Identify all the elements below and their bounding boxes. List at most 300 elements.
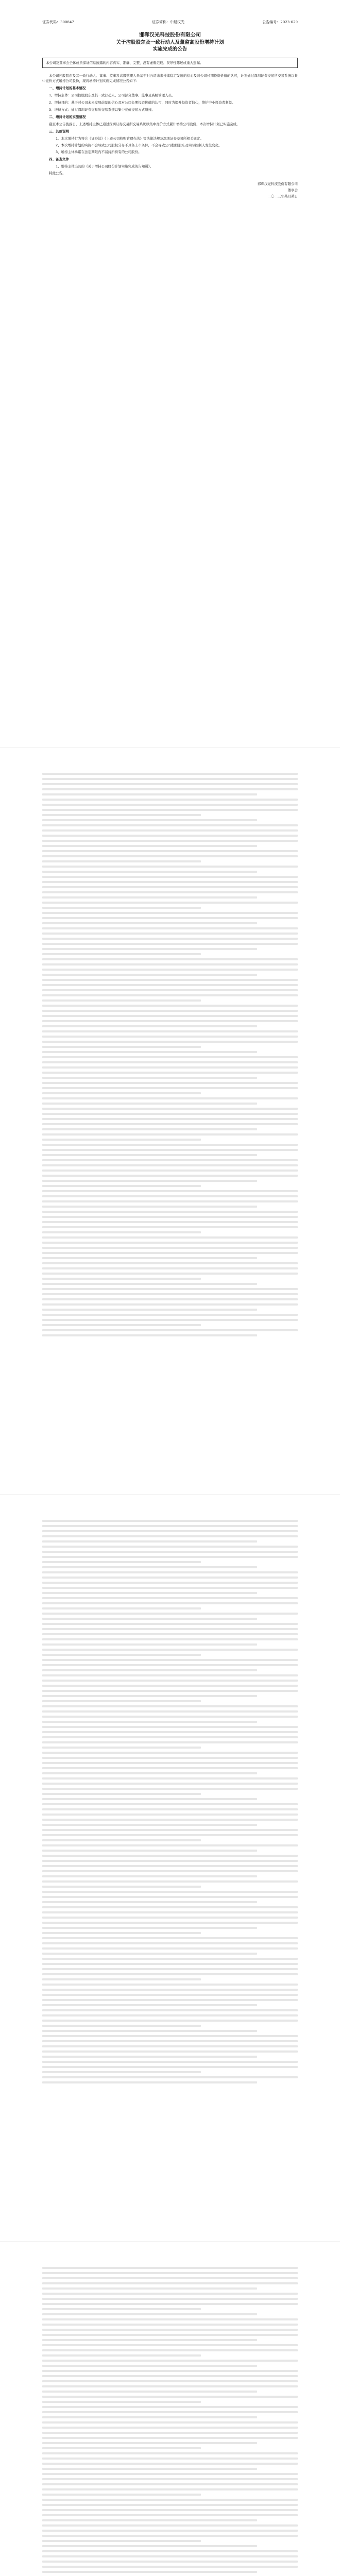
document-title-line2: 实施完成的公告 bbox=[152, 46, 188, 52]
text-line-placeholder bbox=[42, 1520, 298, 1522]
text-line-placeholder bbox=[42, 922, 257, 924]
text-line-placeholder bbox=[42, 2071, 201, 2073]
text-line-placeholder bbox=[42, 1185, 201, 1187]
text-line-placeholder bbox=[42, 1170, 298, 1172]
text-line-placeholder bbox=[42, 804, 298, 806]
text-line-placeholder bbox=[42, 1911, 298, 1913]
text-line-placeholder bbox=[42, 2303, 298, 2305]
text-line-placeholder bbox=[42, 1808, 298, 1810]
section-heading: 二、增持计划的实施情况 bbox=[49, 115, 86, 119]
text-line-placeholder bbox=[42, 1597, 298, 1599]
text-line-placeholder bbox=[42, 1757, 298, 1759]
text-line-placeholder bbox=[42, 1530, 298, 1532]
text-line-placeholder bbox=[42, 1324, 201, 1326]
text-line-placeholder bbox=[42, 902, 298, 904]
text-line-placeholder bbox=[42, 1015, 298, 1017]
text-line-placeholder bbox=[42, 2524, 298, 2527]
text-line-placeholder bbox=[42, 2282, 298, 2284]
text-line-placeholder bbox=[42, 958, 298, 960]
text-line-placeholder bbox=[42, 2458, 298, 2460]
text-line-placeholder bbox=[42, 1968, 298, 1970]
text-line-placeholder bbox=[42, 2566, 298, 2568]
text-line-placeholder bbox=[42, 840, 298, 842]
text-line-placeholder bbox=[42, 1303, 298, 1306]
text-line-placeholder bbox=[42, 819, 257, 821]
text-line-placeholder bbox=[42, 783, 298, 785]
text-line-placeholder bbox=[42, 2030, 257, 2032]
text-line-placeholder bbox=[42, 999, 201, 1002]
text-line-placeholder bbox=[42, 2550, 298, 2552]
text-line-placeholder bbox=[42, 2076, 298, 2078]
text-line-placeholder bbox=[42, 1680, 298, 1682]
text-line-placeholder bbox=[42, 881, 298, 883]
text-line-placeholder bbox=[42, 2313, 257, 2315]
text-line-placeholder bbox=[42, 1257, 257, 1259]
announcement-number: 公告编号：2023-029 bbox=[262, 20, 298, 24]
text-line-placeholder bbox=[42, 1649, 298, 1651]
paragraph: 截至本公告披露日，上述增持主体已通过深圳证券交易所交易系统以集中竞价方式累计增持公司股份，本次增持计划已实施完成。 bbox=[49, 122, 240, 126]
continuation-text-block bbox=[42, 1520, 298, 2087]
text-line-placeholder bbox=[42, 1999, 298, 2001]
text-line-placeholder bbox=[42, 2360, 298, 2362]
text-line-placeholder bbox=[42, 2025, 201, 2027]
text-line-placeholder bbox=[42, 2045, 298, 2047]
text-line-placeholder bbox=[42, 1731, 298, 1733]
text-line-placeholder bbox=[42, 1829, 298, 1831]
text-line-placeholder bbox=[42, 2504, 298, 2506]
text-line-placeholder bbox=[42, 1860, 298, 1862]
text-line-placeholder bbox=[42, 2040, 298, 2042]
text-line-placeholder bbox=[42, 1051, 257, 1053]
text-line-placeholder bbox=[42, 907, 201, 909]
text-line-placeholder bbox=[42, 855, 298, 857]
signature-date: 二〇二三年某月某日 bbox=[267, 194, 298, 198]
text-line-placeholder bbox=[42, 1025, 257, 1027]
text-line-placeholder bbox=[42, 1623, 298, 1625]
text-line-placeholder bbox=[42, 1705, 298, 1707]
text-line-placeholder bbox=[42, 2061, 298, 2063]
text-line-placeholder bbox=[42, 1139, 201, 1141]
text-line-placeholder bbox=[42, 1072, 298, 1074]
text-line-placeholder bbox=[42, 1144, 298, 1146]
text-line-placeholder bbox=[42, 1551, 298, 1553]
text-line-placeholder bbox=[42, 814, 201, 816]
text-line-placeholder bbox=[42, 1592, 257, 1594]
text-line-placeholder bbox=[42, 1077, 257, 1079]
text-line-placeholder bbox=[42, 1798, 257, 1800]
text-line-placeholder bbox=[42, 2535, 298, 2537]
text-line-placeholder bbox=[42, 835, 298, 837]
text-line-placeholder bbox=[42, 860, 201, 862]
text-line-placeholder bbox=[42, 2406, 298, 2408]
text-line-placeholder bbox=[42, 1283, 257, 1285]
text-line-placeholder bbox=[42, 1334, 257, 1336]
text-line-placeholder bbox=[42, 2499, 298, 2501]
text-line-placeholder bbox=[42, 799, 298, 801]
text-line-placeholder bbox=[42, 2370, 298, 2372]
text-line-placeholder bbox=[42, 1767, 298, 1769]
text-line-placeholder bbox=[42, 2380, 298, 2382]
page-separator bbox=[0, 2241, 340, 2242]
text-line-placeholder bbox=[42, 927, 298, 929]
text-line-placeholder bbox=[42, 1005, 298, 1007]
text-line-placeholder bbox=[42, 917, 298, 919]
text-line-placeholder bbox=[42, 1726, 298, 1728]
text-line-placeholder bbox=[42, 1958, 298, 1960]
document-title-line1: 关于控股股东及一致行动人及董监高股份增持计划 bbox=[116, 40, 224, 45]
text-line-placeholder bbox=[42, 1819, 298, 1821]
text-line-placeholder bbox=[42, 1788, 298, 1790]
text-line-placeholder bbox=[42, 2571, 257, 2573]
text-line-placeholder bbox=[42, 1963, 298, 1965]
text-line-placeholder bbox=[42, 1175, 298, 1177]
text-line-placeholder bbox=[42, 1314, 298, 1316]
text-line-placeholder bbox=[42, 1824, 257, 1826]
text-line-placeholder bbox=[42, 1973, 298, 1975]
text-line-placeholder bbox=[42, 866, 298, 868]
text-line-placeholder bbox=[42, 1061, 298, 1063]
text-line-placeholder bbox=[42, 1056, 298, 1058]
text-line-placeholder bbox=[42, 1901, 257, 1903]
list-item: 2、本次增持计划的实施不会导致公司股权分布不具备上市条件，不会导致公司控股股东及实际控制人发生变化。 bbox=[56, 143, 222, 147]
text-line-placeholder bbox=[42, 1947, 298, 1950]
text-line-placeholder bbox=[42, 1036, 298, 1038]
text-line-placeholder bbox=[42, 2020, 298, 2022]
text-line-placeholder bbox=[42, 1741, 298, 1743]
text-line-placeholder bbox=[42, 1896, 298, 1898]
text-line-placeholder bbox=[42, 1133, 298, 1136]
text-line-placeholder bbox=[42, 788, 298, 790]
text-line-placeholder bbox=[42, 912, 298, 914]
text-line-placeholder bbox=[42, 2267, 298, 2269]
title-block bbox=[42, 32, 298, 53]
paragraph: 特此公告。 bbox=[49, 171, 66, 175]
text-line-placeholder bbox=[42, 1540, 257, 1543]
text-line-placeholder bbox=[42, 938, 298, 940]
text-line-placeholder bbox=[42, 1607, 201, 1609]
text-line-placeholder bbox=[42, 1752, 298, 1754]
text-line-placeholder bbox=[42, 2050, 298, 2053]
text-line-placeholder bbox=[42, 1566, 257, 1568]
text-line-placeholder bbox=[42, 1844, 298, 1846]
text-line-placeholder bbox=[42, 793, 257, 795]
text-line-placeholder bbox=[42, 1654, 201, 1656]
text-line-placeholder bbox=[42, 1262, 298, 1264]
text-line-placeholder bbox=[42, 2004, 257, 2006]
text-line-placeholder bbox=[42, 2416, 257, 2418]
text-line-placeholder bbox=[42, 1710, 298, 1713]
text-line-placeholder bbox=[42, 2437, 298, 2439]
text-line-placeholder bbox=[42, 1087, 298, 1089]
text-line-placeholder bbox=[42, 2081, 257, 2083]
text-line-placeholder bbox=[42, 979, 298, 981]
text-line-placeholder bbox=[42, 1942, 298, 1944]
text-line-placeholder bbox=[42, 2530, 298, 2532]
text-line-placeholder bbox=[42, 1932, 201, 1934]
page-separator bbox=[0, 747, 340, 748]
text-line-placeholder bbox=[42, 1236, 298, 1239]
text-line-placeholder bbox=[42, 1206, 257, 1208]
text-line-placeholder bbox=[42, 1046, 201, 1048]
text-line-placeholder bbox=[42, 1159, 298, 1161]
text-line-placeholder bbox=[42, 2354, 201, 2357]
text-line-placeholder bbox=[42, 2396, 298, 2398]
continuation-text-block bbox=[42, 773, 298, 1340]
text-line-placeholder bbox=[42, 1793, 201, 1795]
text-line-placeholder bbox=[42, 2432, 298, 2434]
text-line-placeholder bbox=[42, 1561, 201, 1563]
text-line-placeholder bbox=[42, 2421, 298, 2424]
stock-code: 证券代码：300847 bbox=[42, 20, 74, 24]
company-name: 邯郸汉光科技股份有限公司 bbox=[139, 32, 201, 38]
text-line-placeholder bbox=[42, 2009, 298, 2011]
text-line-placeholder bbox=[42, 1020, 298, 1022]
text-line-placeholder bbox=[42, 1834, 298, 1836]
text-line-placeholder bbox=[42, 1814, 298, 1816]
text-line-placeholder bbox=[42, 1154, 257, 1156]
text-line-placeholder bbox=[42, 1226, 298, 1228]
text-line-placeholder bbox=[42, 1736, 298, 1738]
text-line-placeholder bbox=[42, 1587, 298, 1589]
text-line-placeholder bbox=[42, 1917, 298, 1919]
text-line-placeholder bbox=[42, 994, 298, 996]
text-line-placeholder bbox=[42, 1886, 201, 1888]
text-line-placeholder bbox=[42, 2272, 298, 2274]
text-line-placeholder bbox=[42, 989, 298, 991]
text-line-placeholder bbox=[42, 1927, 257, 1929]
text-line-placeholder bbox=[42, 2509, 298, 2511]
text-line-placeholder bbox=[42, 1319, 298, 1321]
text-line-placeholder bbox=[42, 1659, 298, 1661]
text-line-placeholder bbox=[42, 2056, 257, 2058]
text-line-placeholder bbox=[42, 984, 298, 986]
text-line-placeholder bbox=[42, 1267, 298, 1269]
text-line-placeholder bbox=[42, 1221, 298, 1223]
text-line-placeholder bbox=[42, 1211, 298, 1213]
text-line-placeholder bbox=[42, 1298, 298, 1300]
text-line-placeholder bbox=[42, 2473, 298, 2475]
text-line-placeholder bbox=[42, 1195, 298, 1197]
text-line-placeholder bbox=[42, 1571, 298, 1573]
text-line-placeholder bbox=[42, 1329, 298, 1331]
text-line-placeholder bbox=[42, 1123, 298, 1125]
text-line-placeholder bbox=[42, 809, 298, 811]
text-line-placeholder bbox=[42, 2447, 201, 2449]
section-heading: 一、增持计划的基本情况 bbox=[49, 86, 86, 90]
text-line-placeholder bbox=[42, 1762, 298, 1764]
text-line-placeholder bbox=[42, 974, 257, 976]
text-line-placeholder bbox=[42, 1231, 201, 1233]
text-line-placeholder bbox=[42, 1777, 298, 1780]
text-line-placeholder bbox=[42, 2514, 298, 2516]
list-item: 1、本次增持行为符合《证券法》《上市公司收购管理办法》等法律法规及深圳证券交易所相关规定。 bbox=[56, 137, 203, 141]
text-line-placeholder bbox=[42, 2066, 298, 2068]
text-line-placeholder bbox=[42, 1613, 298, 1615]
text-line-placeholder bbox=[42, 1618, 257, 1620]
text-line-placeholder bbox=[42, 2334, 298, 2336]
text-line-placeholder bbox=[42, 2478, 298, 2480]
text-line-placeholder bbox=[42, 2293, 298, 2295]
text-line-placeholder bbox=[42, 1875, 257, 1877]
text-line-placeholder bbox=[42, 1041, 298, 1043]
text-line-placeholder bbox=[42, 1216, 298, 1218]
text-line-placeholder bbox=[42, 1690, 298, 1692]
text-line-placeholder bbox=[42, 876, 298, 878]
text-line-placeholder bbox=[42, 1200, 298, 1202]
text-line-placeholder bbox=[42, 1772, 257, 1774]
text-line-placeholder bbox=[42, 1525, 298, 1527]
text-line-placeholder bbox=[42, 1118, 298, 1120]
text-line-placeholder bbox=[42, 850, 298, 852]
text-line-placeholder bbox=[42, 1669, 257, 1671]
text-line-placeholder bbox=[42, 2298, 298, 2300]
text-line-placeholder bbox=[42, 2339, 257, 2341]
paragraph: 本公司控股股东及其一致行动人、董事、监事及高级管理人员基于对公司未来持续稳定发展的信心及对公司长期投资价值的认可，计划通过深圳证券交易所交易系统以集中竞价方式增持公司股份，现将增持计划实施完成情况公告如下： bbox=[42, 74, 298, 83]
text-line-placeholder bbox=[42, 2329, 298, 2331]
text-line-placeholder bbox=[42, 1092, 201, 1094]
text-line-placeholder bbox=[42, 2014, 298, 2016]
text-line-placeholder bbox=[42, 2488, 298, 2490]
signature-company: 邯郸汉光科技股份有限公司 bbox=[258, 182, 298, 186]
text-line-placeholder bbox=[42, 2555, 298, 2557]
text-line-placeholder bbox=[42, 1978, 201, 1980]
disclosure-notice: 本公司及董事会全体成员保证信息披露的内容真实、准确、完整，没有虚假记载、误导性陈述或重大遗漏。 bbox=[42, 58, 298, 68]
signature-role: 董事会 bbox=[287, 188, 298, 192]
text-line-placeholder bbox=[42, 2391, 257, 2393]
text-line-placeholder bbox=[42, 1164, 298, 1166]
text-line-placeholder bbox=[42, 2452, 298, 2454]
section-heading: 三、其他说明 bbox=[49, 129, 69, 133]
text-line-placeholder bbox=[42, 2463, 298, 2465]
text-line-placeholder bbox=[42, 1247, 298, 1249]
text-line-placeholder bbox=[42, 1747, 201, 1749]
paragraph: 1、增持主体：公司控股股东及其一致行动人、公司部分董事、监事及高级管理人员。 bbox=[49, 93, 175, 97]
text-line-placeholder bbox=[42, 891, 298, 893]
text-line-placeholder bbox=[42, 1288, 298, 1290]
document-header bbox=[42, 20, 298, 25]
text-line-placeholder bbox=[42, 1984, 298, 1986]
list-item: 3、增持主体承诺在法定期限内不减持所持有的公司股份。 bbox=[56, 150, 142, 154]
continuation-text-block bbox=[42, 2267, 298, 2576]
text-line-placeholder bbox=[42, 1685, 298, 1687]
text-line-placeholder bbox=[42, 1891, 298, 1893]
text-line-placeholder bbox=[42, 1252, 298, 1254]
text-line-placeholder bbox=[42, 1839, 201, 1841]
text-line-placeholder bbox=[42, 1803, 298, 1805]
text-line-placeholder bbox=[42, 1030, 298, 1032]
text-line-placeholder bbox=[42, 1582, 298, 1584]
text-line-placeholder bbox=[42, 1149, 298, 1151]
text-line-placeholder bbox=[42, 953, 201, 955]
paragraph: 3、增持方式：通过深圳证券交易所交易系统以集中竞价交易方式增持。 bbox=[49, 108, 155, 112]
text-line-placeholder bbox=[42, 1103, 257, 1105]
text-line-placeholder bbox=[42, 963, 298, 965]
document-body bbox=[42, 73, 298, 176]
text-line-placeholder bbox=[42, 886, 298, 888]
text-line-placeholder bbox=[42, 1180, 257, 1182]
text-line-placeholder bbox=[42, 2519, 257, 2521]
text-line-placeholder bbox=[42, 778, 298, 780]
text-line-placeholder bbox=[42, 1664, 298, 1666]
text-line-placeholder bbox=[42, 1309, 257, 1311]
text-line-placeholder bbox=[42, 1855, 298, 1857]
text-line-placeholder bbox=[42, 2035, 298, 2037]
text-line-placeholder bbox=[42, 1700, 201, 1702]
paragraph: 2、增持目的：基于对公司未来发展前景的信心及对公司长期投资价值的认可，同时为提升投资者信心，维护中小投资者利益。 bbox=[49, 100, 235, 105]
text-line-placeholder bbox=[42, 1953, 257, 1955]
text-line-placeholder bbox=[42, 2494, 201, 2496]
text-line-placeholder bbox=[42, 969, 298, 971]
text-line-placeholder bbox=[42, 1906, 298, 1908]
section-heading: 四、备查文件 bbox=[49, 157, 69, 161]
text-line-placeholder bbox=[42, 1278, 201, 1280]
text-line-placeholder bbox=[42, 1535, 298, 1537]
text-line-placeholder bbox=[42, 871, 257, 873]
text-line-placeholder bbox=[42, 1293, 298, 1295]
text-line-placeholder bbox=[42, 845, 257, 847]
text-line-placeholder bbox=[42, 1643, 257, 1646]
text-line-placeholder bbox=[42, 933, 298, 935]
text-line-placeholder bbox=[42, 2483, 298, 2485]
text-line-placeholder bbox=[42, 1097, 298, 1099]
text-line-placeholder bbox=[42, 2545, 257, 2547]
text-line-placeholder bbox=[42, 1633, 298, 1635]
text-line-placeholder bbox=[42, 1721, 257, 1723]
page-separator bbox=[0, 1494, 340, 1495]
text-line-placeholder bbox=[42, 1989, 298, 1991]
text-line-placeholder bbox=[42, 824, 298, 826]
text-line-placeholder bbox=[42, 1638, 298, 1640]
text-line-placeholder bbox=[42, 2385, 298, 2387]
text-line-placeholder bbox=[42, 1880, 298, 1883]
document bbox=[42, 20, 298, 199]
text-line-placeholder bbox=[42, 943, 298, 945]
text-line-placeholder bbox=[42, 1695, 257, 1697]
text-line-placeholder bbox=[42, 1870, 298, 1872]
text-line-placeholder bbox=[42, 1556, 298, 1558]
text-line-placeholder bbox=[42, 1994, 298, 1996]
list-item: 1、增持主体出具的《关于增持公司股份计划实施完成的告知函》。 bbox=[56, 164, 154, 168]
text-line-placeholder bbox=[42, 1066, 298, 1069]
stock-abbr: 证券简称：中船汉光 bbox=[152, 20, 185, 24]
text-line-placeholder bbox=[42, 1937, 298, 1939]
text-line-placeholder bbox=[42, 2427, 298, 2429]
text-line-placeholder bbox=[42, 896, 257, 899]
text-line-placeholder bbox=[42, 1602, 298, 1604]
text-line-placeholder bbox=[42, 2308, 201, 2310]
text-line-placeholder bbox=[42, 1082, 298, 1084]
text-line-placeholder bbox=[42, 1628, 298, 1630]
text-line-placeholder bbox=[42, 1865, 298, 1867]
text-line-placeholder bbox=[42, 2287, 257, 2290]
text-line-placeholder bbox=[42, 2375, 298, 2377]
text-line-placeholder bbox=[42, 1190, 298, 1192]
text-line-placeholder bbox=[42, 2561, 298, 2563]
text-line-placeholder bbox=[42, 2318, 298, 2320]
text-line-placeholder bbox=[42, 1783, 298, 1785]
text-line-placeholder bbox=[42, 1242, 298, 1244]
text-line-placeholder bbox=[42, 2442, 257, 2444]
text-line-placeholder bbox=[42, 2540, 201, 2542]
text-line-placeholder bbox=[42, 1273, 298, 1275]
text-line-placeholder bbox=[42, 2411, 298, 2413]
text-line-placeholder bbox=[42, 829, 298, 832]
text-line-placeholder bbox=[42, 2324, 298, 2326]
text-line-placeholder bbox=[42, 2468, 257, 2470]
text-line-placeholder bbox=[42, 2349, 298, 2351]
text-line-placeholder bbox=[42, 1113, 298, 1115]
text-line-placeholder bbox=[42, 1108, 298, 1110]
